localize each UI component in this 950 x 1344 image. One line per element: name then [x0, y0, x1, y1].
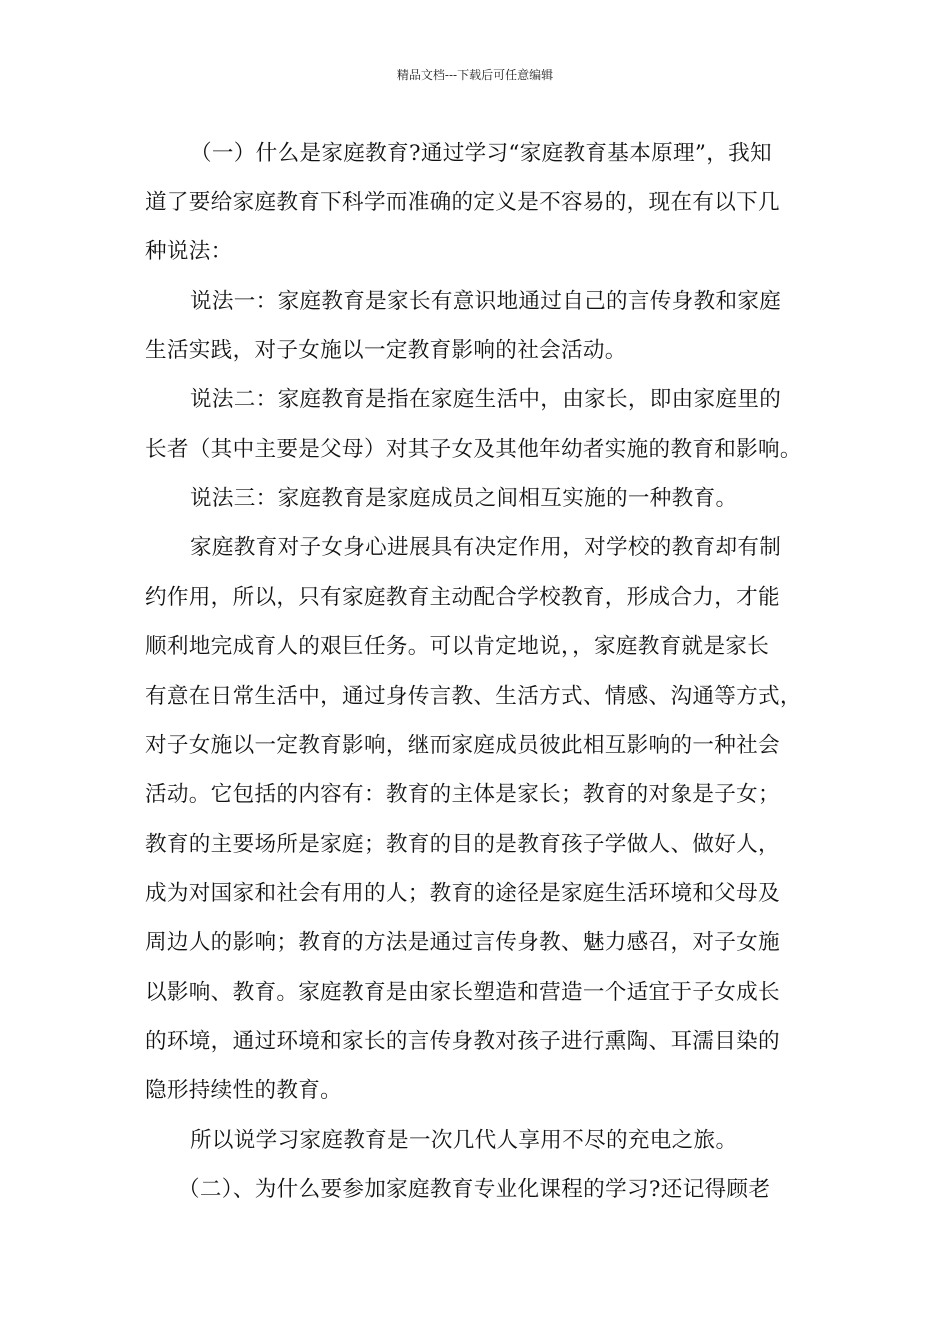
- text-line: 对子女施以一定教育影响，继而家庭成员彼此相互影响的一种社会: [145, 733, 780, 758]
- text-line: 有意在日常生活中，通过身传言教、生活方式、情感、沟通等方式，: [145, 684, 802, 709]
- text-line: 成为对国家和社会有用的人；教育的途径是家庭生活环境和父母及: [145, 881, 780, 906]
- text-line: （二）、为什么要参加家庭教育专业化课程的学习?还记得顾老: [178, 1177, 771, 1202]
- text-line: 的环境，通过环境和家长的言传身教对孩子进行熏陶、耳濡目染的: [145, 1029, 780, 1054]
- text-line: 说法三：家庭教育是家庭成员之间相互实施的一种教育。: [190, 486, 738, 511]
- text-line: 以影响、教育。家庭教育是由家长塑造和营造一个适宜于子女成长: [145, 980, 780, 1005]
- text-line: 长者（其中主要是父母）对其子女及其他年幼者实施的教育和影响。: [145, 437, 802, 462]
- text-line: 顺利地完成育人的艰巨任务。可以肯定地说，，家庭教育就是家长: [145, 634, 770, 659]
- text-line: 活动。它包括的内容有：教育的主体是家长；教育的对象是子女；: [145, 782, 780, 807]
- text-line: （一）什么是家庭教育?通过学习“家庭教育基本原理”，我知: [190, 141, 772, 166]
- text-line: 家庭教育对子女身心进展具有决定作用，对学校的教育却有制: [190, 535, 782, 560]
- text-line: 道了要给家庭教育下科学而准确的定义是不容易的，现在有以下几: [145, 190, 780, 215]
- text-line: 约作用，所以，只有家庭教育主动配合学校教育，形成合力，才能: [145, 585, 780, 610]
- text-line: 生活实践，对子女施以一定教育影响的社会活动。: [145, 338, 627, 363]
- text-line: 隐形持续性的教育。: [145, 1078, 343, 1103]
- text-line: 说法二：家庭教育是指在家庭生活中，由家长，即由家庭里的: [190, 387, 782, 412]
- page-header: 精品文档---下载后可任意编辑: [396, 68, 554, 82]
- text-line: 种说法：: [145, 239, 233, 264]
- text-line: 教育的主要场所是家庭；教育的目的是教育孩子学做人、做好人，: [145, 832, 780, 857]
- text-line: 所以说学习家庭教育是一次几代人享用不尽的充电之旅。: [190, 1128, 738, 1153]
- text-line: 周边人的影响；教育的方法是通过言传身教、魅力感召，对子女施: [145, 930, 780, 955]
- text-line: 说法一：家庭教育是家长有意识地通过自己的言传身教和家庭: [190, 289, 782, 314]
